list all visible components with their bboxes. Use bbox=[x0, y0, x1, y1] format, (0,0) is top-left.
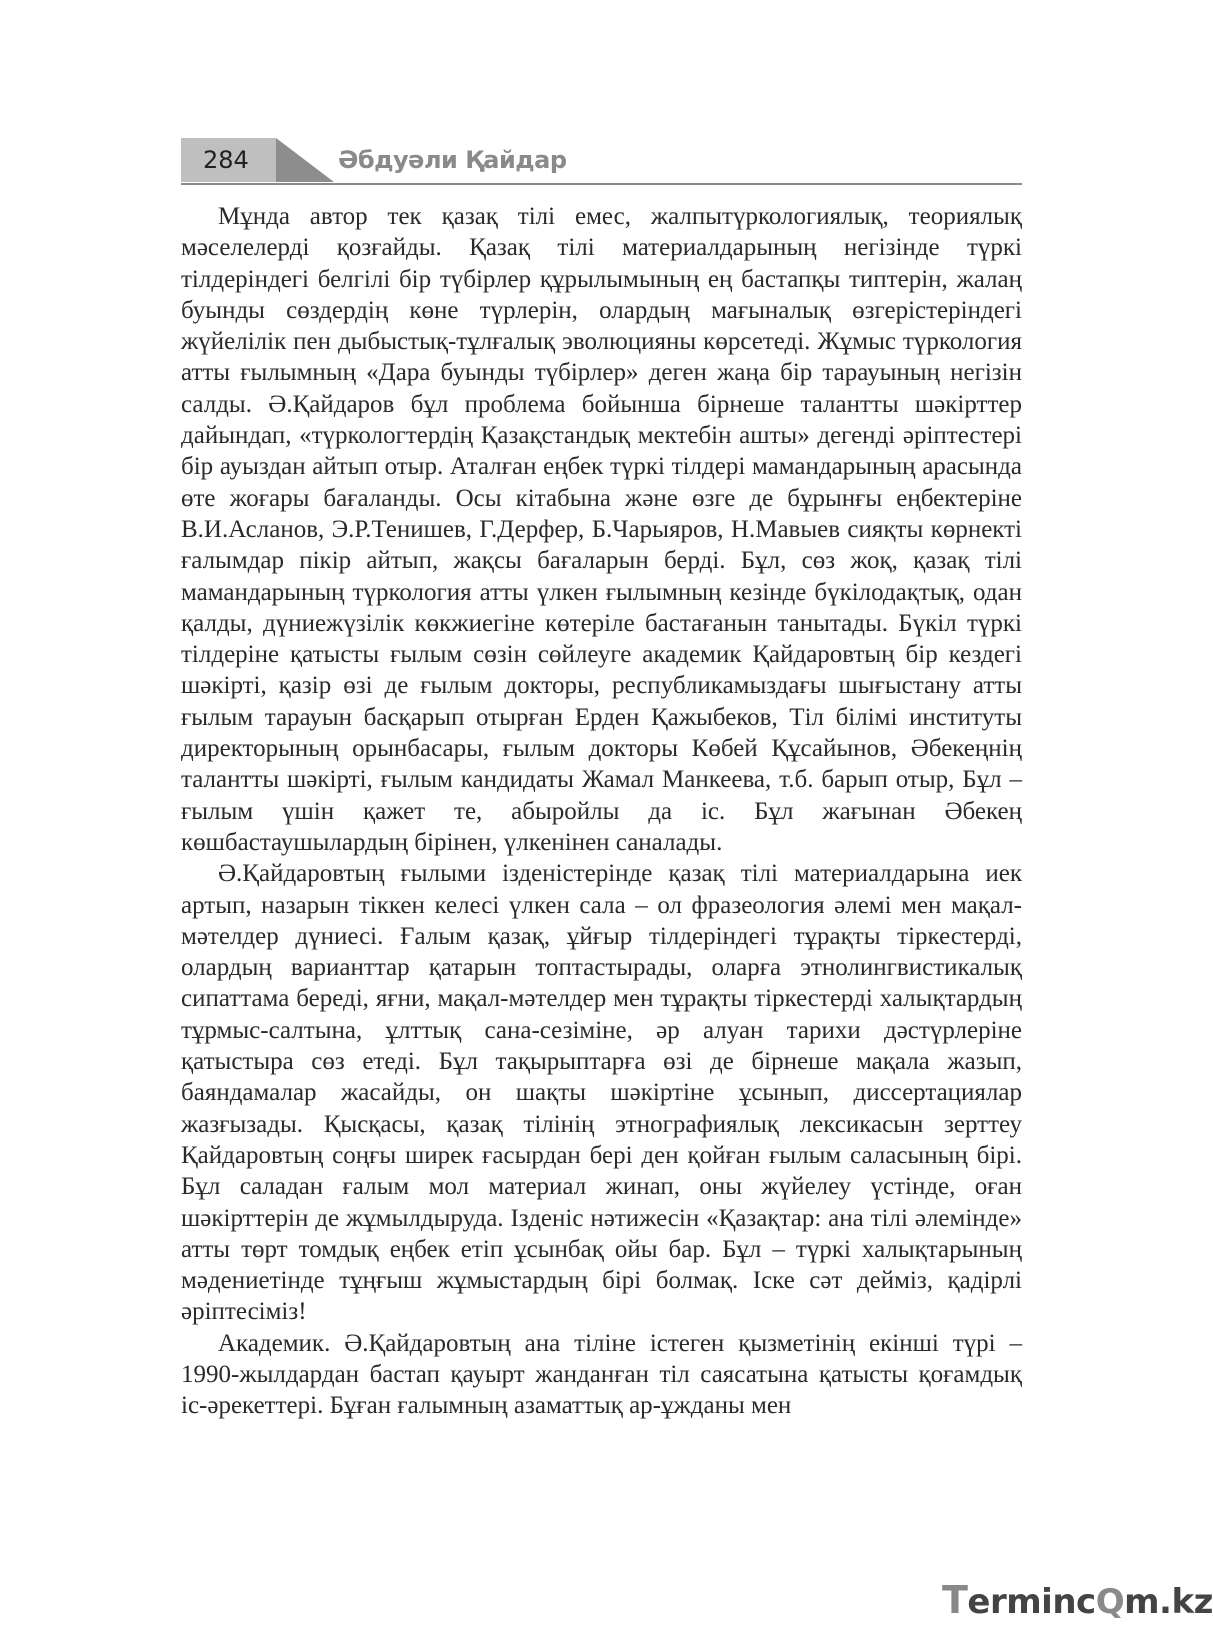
paragraph-1: Мұнда автор тек қазақ тілі емес, жалпытүркологиялық, теориялық мәселелерді қозғайды. Қазақ тілі материалдарының негізінде түркі тілдеріндегі белгілі бір түбірлер құрылымының ең бастапқы типтерін, жалаң буынды сөздердің көне түрлерін, олардың мағыналық өзгерістеріндегі жүйелілік пен дыбыстық-тұлғалық эволюцияны көрсетеді. Жұмыс түркология атты ғылымның «Дара буынды түбірлер» деген жаңа бір тарауының негізін салды. Ә.Қайдаров бұл проблема бойынша бірнеше талантты шәкірттер дайындап, «түркологтердің Қазақстандық мектебін ашты» дегенді әріптестері бір ауыздан айтып отыр. Аталған еңбек түркі тілдері мамандарының арасында өте жоғары бағаланды. Осы кітабына және өзге де бұрынғы еңбектеріне В.И.Асланов, Э.Р.Тенишев, Г.Дерфер, Б.Чарыяров, Н.Мавыев сияқты көрнекті ғалымдар пікір айтып, жақсы бағаларын берді. Бұл, сөз жоқ, қазақ тілі мамандарының түркология атты үлкен ғылымның кезінде бүкілодақтық, одан қалды, дүниежүзілік көкжиегіне көтеріле бастағанын танытады. Бүкіл түркі тілдеріне қатысты ғылым сөзін сөйлеуге академик Қайдаровтың бір кездегі шәкірті, қазір өзі де ғылым докторы, республикамыздағы шығыстану атты ғылым тарауын басқарып отырған Ерден Қажыбеков, Тіл білімі институты директорының орынбасары, ғылым докторы Көбей Құсайынов, Әбекеңнің талантты шәкірті, ғылым кандидаты Жамал Манкеева, т.б. барып отыр, Бұл – ғылым үшін қажет те, абыройлы да іс. Бұл жағынан Әбекең көшбастаушылардың бірінен, үлкенінен саналады. bbox=[181, 203, 1022, 856]
header-rule bbox=[181, 183, 1022, 185]
page-number: 284 bbox=[181, 138, 276, 182]
running-title: Әбдуәли Қайдар bbox=[338, 146, 567, 174]
paragraph-2: Ә.Қайдаровтың ғылыми ізденістерінде қазақ тілі материалдарына иек артып, назарын тіккен келесі үлкен сала – ол фразеология әлемі мен мақал-мәтелдер дүниесі. Ғалым қазақ, ұйғыр тілдеріндегі тұрақты тіркестерді, олардың варианттар қатарын топтастырады, оларға этнолингвистикалық сипаттама береді, яғни, мақал-мәтелдер мен тұрақты тіркестерді халықтардың тұрмыс-салтына, ұлттық сана-сезіміне, әр алуан тарихи дәстүрлеріне қатыстыра сөз етеді. Бұл тақырыптарға өзі де бірнеше мақала жазып, баяндамалар жасайды, он шақты шәкіртіне ұсынып, диссертациялар жазғызады. Қысқасы, қазақ тілінің этнографиялық лексикасын зерттеу Қайдаровтың соңғы ширек ғасырдан бері ден қойған ғылым саласының бірі. Бұл саладан ғалым мол материал жинап, оны жүйелеу үстінде, оған шәкірттерін де жұмылдыруда. Ізденіс нәтижесін «Қазақтар: ана тілі әлемінде» атты төрт томдық еңбек етіп ұсынбақ ойы бар. Бұл – түркі халықтарының мәдениетінде тұңғыш жұмыстардың бірі болмақ. Іске сәт дейміз, қадірлі әріптесіміз! bbox=[181, 860, 1022, 1326]
header-tab-decoration bbox=[276, 138, 334, 182]
paragraph-3: Академик. Ә.Қайдаровтың ана тіліне істеген қызметінің екінші түрі – 1990-жылдардан бастап қауырт жанданған тіл саясатына қатысты қоғамдық іс-әрекеттері. Бұған ғалымның азаматтық ар-ұжданы мен bbox=[181, 1329, 1022, 1420]
watermark-q-icon: Q bbox=[1095, 1582, 1125, 1622]
body-text bbox=[181, 201, 1022, 1422]
watermark-part1: erminc bbox=[967, 1582, 1096, 1622]
watermark-t: T bbox=[942, 1578, 968, 1622]
termincom-watermark bbox=[942, 1578, 1213, 1622]
page-header bbox=[0, 0, 1158, 200]
watermark-part2: m.kz bbox=[1124, 1582, 1213, 1622]
